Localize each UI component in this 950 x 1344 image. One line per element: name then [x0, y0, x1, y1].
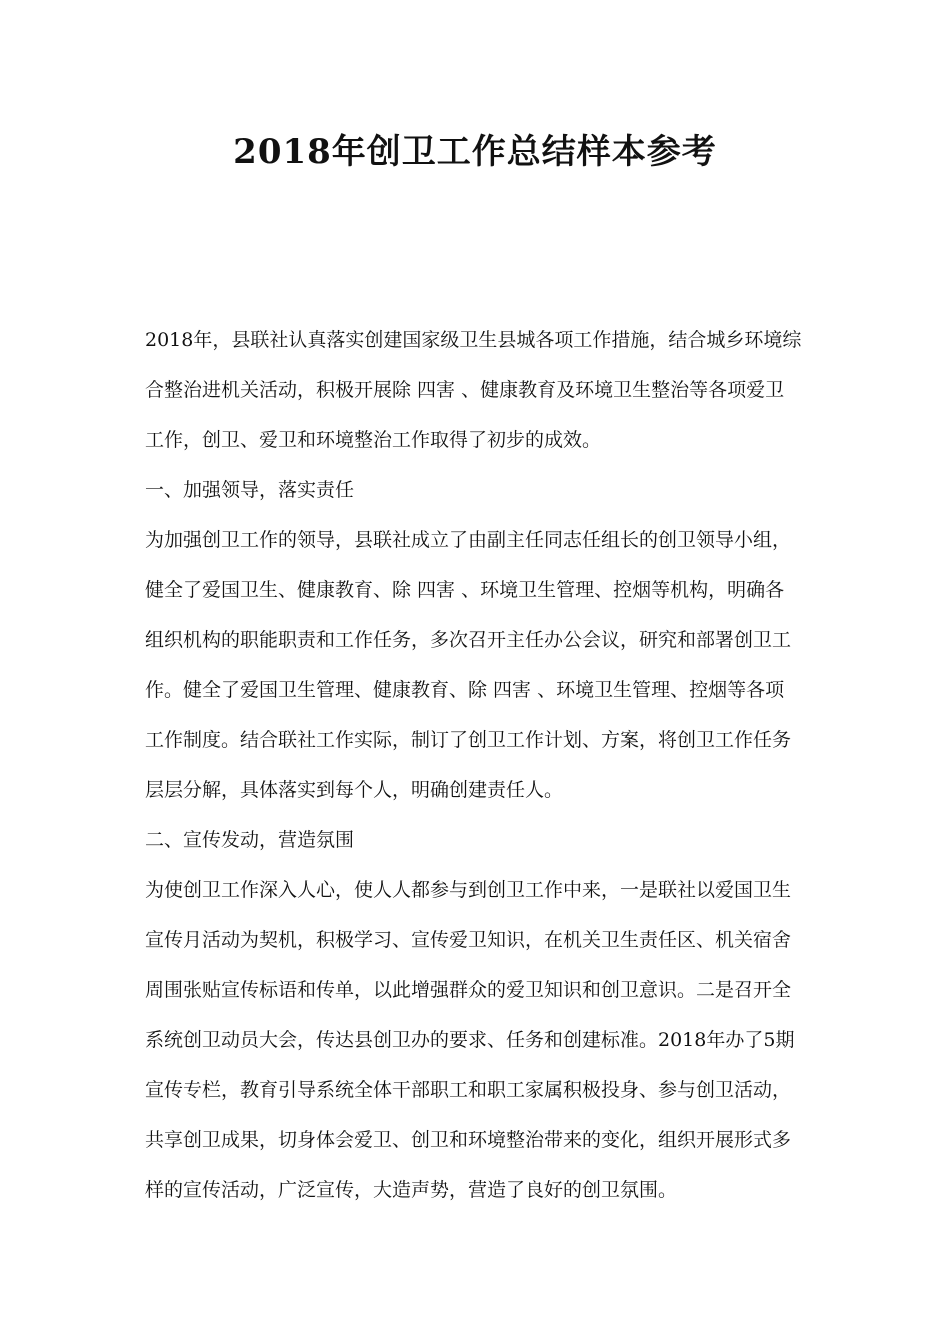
text-line: 作。健全了爱国卫生管理、健康教育、除 四害 、环境卫生管理、控烟等各项 — [145, 679, 785, 701]
text-line: 样的宣传活动，广泛宣传，大造声势，营造了良好的创卫氛围。 — [145, 1179, 678, 1201]
text-line: 共享创卫成果，切身体会爱卫、创卫和环境整治带来的变化，组织开展形式多 — [145, 1129, 792, 1151]
text-line: 工作制度。结合联社工作实际，制订了创卫工作计划、方案，将创卫工作任务 — [145, 729, 792, 751]
text-line: 层层分解，具体落实到每个人，明确创建责任人。 — [145, 779, 564, 801]
text-line: 合整治进机关活动，积极开展除 四害 、健康教育及环境卫生整治等各项爱卫 — [145, 379, 785, 401]
text-line: 2018年，县联社认真落实创建国家级卫生县城各项工作措施，结合城乡环境综 — [145, 329, 802, 351]
document-body — [145, 315, 809, 1215]
document-title: 2018年创卫工作总结样本参考 — [233, 132, 717, 172]
text-line: 组织机构的职能职责和工作任务，多次召开主任办公会议，研究和部署创卫工 — [145, 629, 792, 651]
text-line: 宣传月活动为契机，积极学习、宣传爱卫知识，在机关卫生责任区、机关宿舍 — [145, 929, 792, 951]
text-line: 健全了爱国卫生、健康教育、除 四害 、环境卫生管理、控烟等机构，明确各 — [145, 579, 785, 601]
text-line: 工作，创卫、爱卫和环境整治工作取得了初步的成效。 — [145, 429, 602, 451]
text-line: 为加强创卫工作的领导，县联社成立了由副主任同志任组长的创卫领导小组， — [145, 529, 792, 551]
text-line: 为使创卫工作深入人心，使人人都参与到创卫工作中来，一是联社以爱国卫生 — [145, 879, 792, 901]
text-line: 系统创卫动员大会，传达县创卫办的要求、任务和创建标准。2018年办了5期 — [145, 1029, 795, 1051]
text-line: 周围张贴宣传标语和传单，以此增强群众的爱卫知识和创卫意识。二是召开全 — [145, 979, 792, 1001]
text-line: 宣传专栏，教育引导系统全体干部职工和职工家属积极投身、参与创卫活动， — [145, 1079, 792, 1101]
section-heading-1: 一、加强领导，落实责任 — [145, 479, 355, 501]
section-heading-2: 二、宣传发动，营造氛围 — [145, 829, 355, 851]
